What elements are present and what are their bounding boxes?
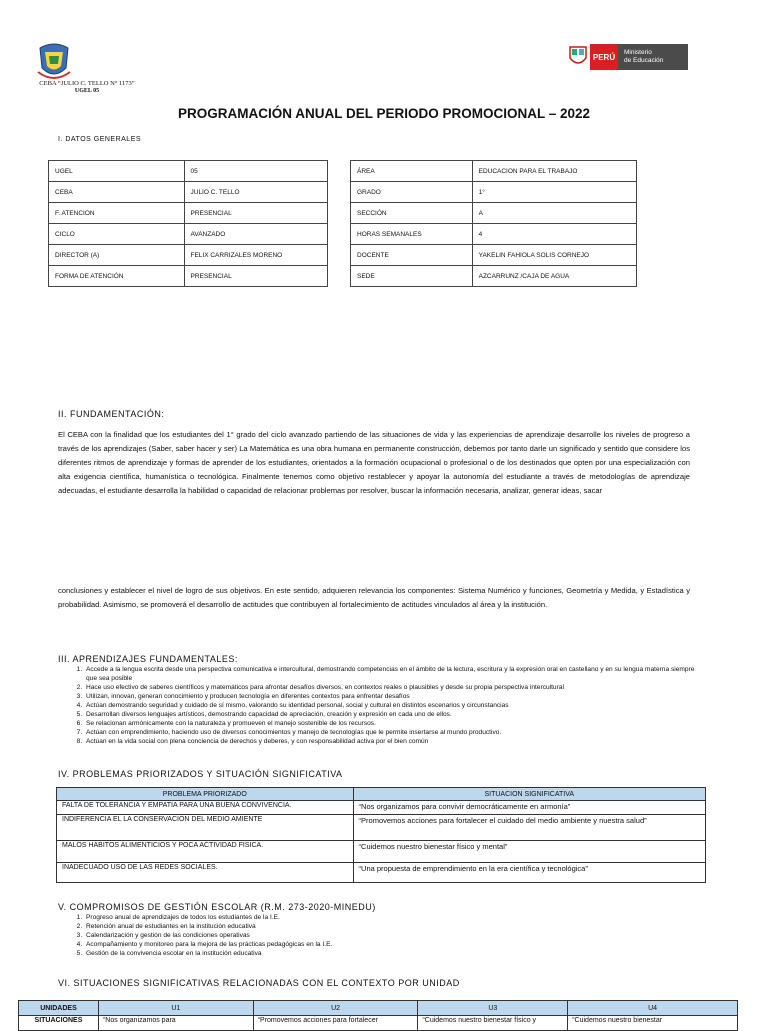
unit-header: UNIDADES [19,1001,99,1016]
ceba-crest-logo [36,42,72,82]
situation-cell: “Nos organizamos para convivir democráticamente en armonía” [353,801,705,815]
situation-cell: “Promovemos acciones para fortalecer el cuidado del medio ambiente y nuestra salud” [353,815,705,841]
section-2-title: II. FUNDAMENTACIÓN: [58,409,165,419]
info-label: SEDE [351,266,473,287]
document-title: PROGRAMACIÓN ANUAL DEL PERIODO PROMOCIONAL – 2022 [177,106,591,121]
commitment-item: 5. Gestión de la convivencia escolar en la institución educativa [84,949,698,958]
section-6-title: VI. SITUACIONES SIGNIFICATIVAS RELACIONADAS CON EL CONTEXTO POR UNIDAD [58,978,460,988]
problem-row [57,801,706,815]
section-1-title: I. DATOS GENERALES [58,136,142,143]
info-row [351,203,637,224]
info-row [49,161,328,182]
unit-header: U4 [568,1001,738,1016]
commitment-item: 4. Acompañamiento y monitoreo para la mejora de las prácticas pedagógicas en la I.E. [84,940,698,949]
ministry-line-1: Ministerio [624,49,652,56]
info-value: PRESENCIAL [184,203,328,224]
learning-item: 8. Actúan en la vida social con plena conciencia de derechos y deberes, y con responsabilidad activa por el bien común [84,737,698,746]
info-value: EDUCACION PARA EL TRABAJO [472,161,636,182]
info-value: A [472,203,636,224]
units-row-label: SITUACIONES [19,1016,99,1031]
unit-header: U3 [418,1001,568,1016]
info-row [49,245,328,266]
info-value: AZCARRUNZ /CAJA DE AGUA [472,266,636,287]
info-label: FORMA DE ATENCIÓN [49,266,185,287]
ceba-name: CEBA “JULIO C. TELLO N° 1173” [39,80,135,87]
unit-header: U2 [253,1001,418,1016]
section-3-title: III. APRENDIZAJES FUNDAMENTALES: [58,654,238,664]
commitment-item: 2. Retención anual de estudiantes en la institución educativa [84,922,698,931]
minedu-logo [566,44,694,70]
info-label: ÁREA [351,161,473,182]
learning-item: 7. Actúan con emprendimiento, haciendo uso de diversos conocimientos y manejo de tecnologías que le permite insertarse al mundo productivo. [84,728,698,737]
info-row [351,224,637,245]
info-row [351,161,637,182]
problem-cell: MALOS HABITOS ALIMENTICIOS Y POCA ACTIVIDAD FISICA. [57,841,354,863]
info-value: PRESENCIAL [184,266,328,287]
problem-cell: INADECUADO USO DE LAS REDES SOCIALES. [57,863,354,883]
info-row [49,182,328,203]
info-label: DOCENTE [351,245,473,266]
situation-cell: “Cuidemos nuestro bienestar físico y mental” [353,841,705,863]
problem-row [57,841,706,863]
unit-situation-cell: “Cuidemos nuestro bienestar físico y [418,1016,568,1031]
ministry-line-2: de Educación [624,57,664,64]
peru-shield-icon [566,44,590,70]
info-row [351,182,637,203]
learning-item: 6. Se relacionan armónicamente con la naturaleza y promueven el manejo sostenible de los recursos. [84,719,698,728]
situation-col-header: SITUACION SIGNIFICATIVA [353,788,705,801]
learning-item: 3. Utilizan, innovan, generan conocimiento y producen tecnología en diferentes contextos para enfrentar desafíos [84,692,698,701]
learning-item: 2. Hace uso efectivo de saberes científicos y matemáticos para afrontar desafíos diversos, en contextos reales o plausibles y desde su propia perspectiva intercultural [84,683,698,692]
info-label: HORAS SEMANALES [351,224,473,245]
info-value: AVANZADO [184,224,328,245]
unit-situation-cell: “Nos organizamos para [98,1016,253,1031]
general-data-right-table [350,160,637,287]
learning-item: 1. Accede a la lengua escrita desde una perspectiva comunicativa e intercultural, demostrando competencias en el ámbito de la lectura, escritura y la expresión oral en castellano y en su lengua materna siempre que sea posible [84,665,698,683]
info-row [351,266,637,287]
info-label: UGEL [49,161,185,182]
info-value: 4 [472,224,636,245]
peru-label: PERÚ [590,44,618,70]
unit-situation-cell: “Cuidemos nuestro bienestar [568,1016,738,1031]
problem-cell: FALTA DE TOLERANCIA Y EMPATIA PARA UNA BUENA CONVIVENCIA. [57,801,354,815]
ministry-label [618,44,688,70]
info-label: CICLO [49,224,185,245]
foundation-paragraph-1: El CEBA con la finalidad que los estudiantes del 1° grado del ciclo avanzado partiendo de las situaciones de vida y las experiencias de aprendizaje desarrolle los niveles de progreso a través de los aprendizajes (Saber, saber hacer y ser) La Matemática es una obra humana en permanente construcción, debemos por tanto darle un significado y sentido que considere los diferentes ritmos de aprendizaje y formas de aprender de los estudiantes, orientados a la formación ocupacional o profesional o de los destinados que opten por una especialización con alta exigencia científica, humanística o tecnológica. Finalmente tenemos como objetivo restablecer y apoyar la autonomía del estudiante a través de metodologías de aprendizaje adecuadas, el estudiante desarrolla la habilidad o capacidad de relacionar problemas por resolver, buscar la información necesaria, analizar, generar ideas, sacar [58,430,690,495]
section-5-title: V. COMPROMISOS DE GESTIÓN ESCOLAR (R.M. 273-2020-MINEDU) [58,902,376,912]
problem-row [57,815,706,841]
section-4-title: IV. PROBLEMAS PRIORIZADOS Y SITUACIÓN SIGNIFICATIVA [58,769,343,779]
info-label: SECCIÓN [351,203,473,224]
general-data-left-table [48,160,328,287]
unit-situation-cell: “Promovemos acciones para fortalecer [253,1016,418,1031]
management-commitments-list [66,913,698,958]
problems-col-header: PROBLEMA PRIORIZADO [57,788,354,801]
commitment-item: 1. Progreso anual de aprendizajes de todos los estudiantes de la I.E. [84,913,698,922]
info-value: YAKELIN FAHIOLA SOLIS CORNEJO [472,245,636,266]
problem-cell: INDIFERENCIA EL LA CONSERVACIÓN DEL MEDIO AMIENTE [57,815,354,841]
info-row [351,245,637,266]
fundamental-learnings-list [66,665,698,746]
info-value: FELIX CARRIZALES MORENO [184,245,328,266]
info-label: GRADO [351,182,473,203]
learning-item: 4. Actúan demostrando seguridad y cuidado de sí mismo, valorando su identidad personal, social y cultural en distintos escenarios y circunstancias [84,701,698,710]
learning-item: 5. Desarrollan diversos lenguajes artísticos, demostrando capacidad de apreciación, creación y expresión en cada uno de ellos. [84,710,698,719]
info-value: 1° [472,182,636,203]
info-value: JULIO C. TELLO [184,182,328,203]
info-row [49,224,328,245]
commitment-item: 3. Calendarización y gestión de las condiciones operativas [84,931,698,940]
info-label: DIRECTOR (A) [49,245,185,266]
info-row [49,203,328,224]
units-table [18,1000,738,1031]
info-label: CEBA [49,182,185,203]
info-row [49,266,328,287]
foundation-paragraph-2: conclusiones y establecer el nivel de logro de sus objetivos. En este sentido, adquieren relevancia los componentes: Sistema Numérico y funciones, Geometría y Medida, y Estadística y probabilidad. Asimismo, se promoverá el desarrollo de actitudes que contribuyen al fortalecimiento de actitudes vinculados al área y la institución. [58,586,690,609]
ugel-label: UGEL 05 [74,88,100,94]
problem-row [57,863,706,883]
info-value: 05 [184,161,328,182]
info-label: F. ATENCION [49,203,185,224]
unit-header: U1 [98,1001,253,1016]
situation-cell: “Una propuesta de emprendimiento en la era científica y tecnológica” [353,863,705,883]
problems-table [56,787,706,883]
